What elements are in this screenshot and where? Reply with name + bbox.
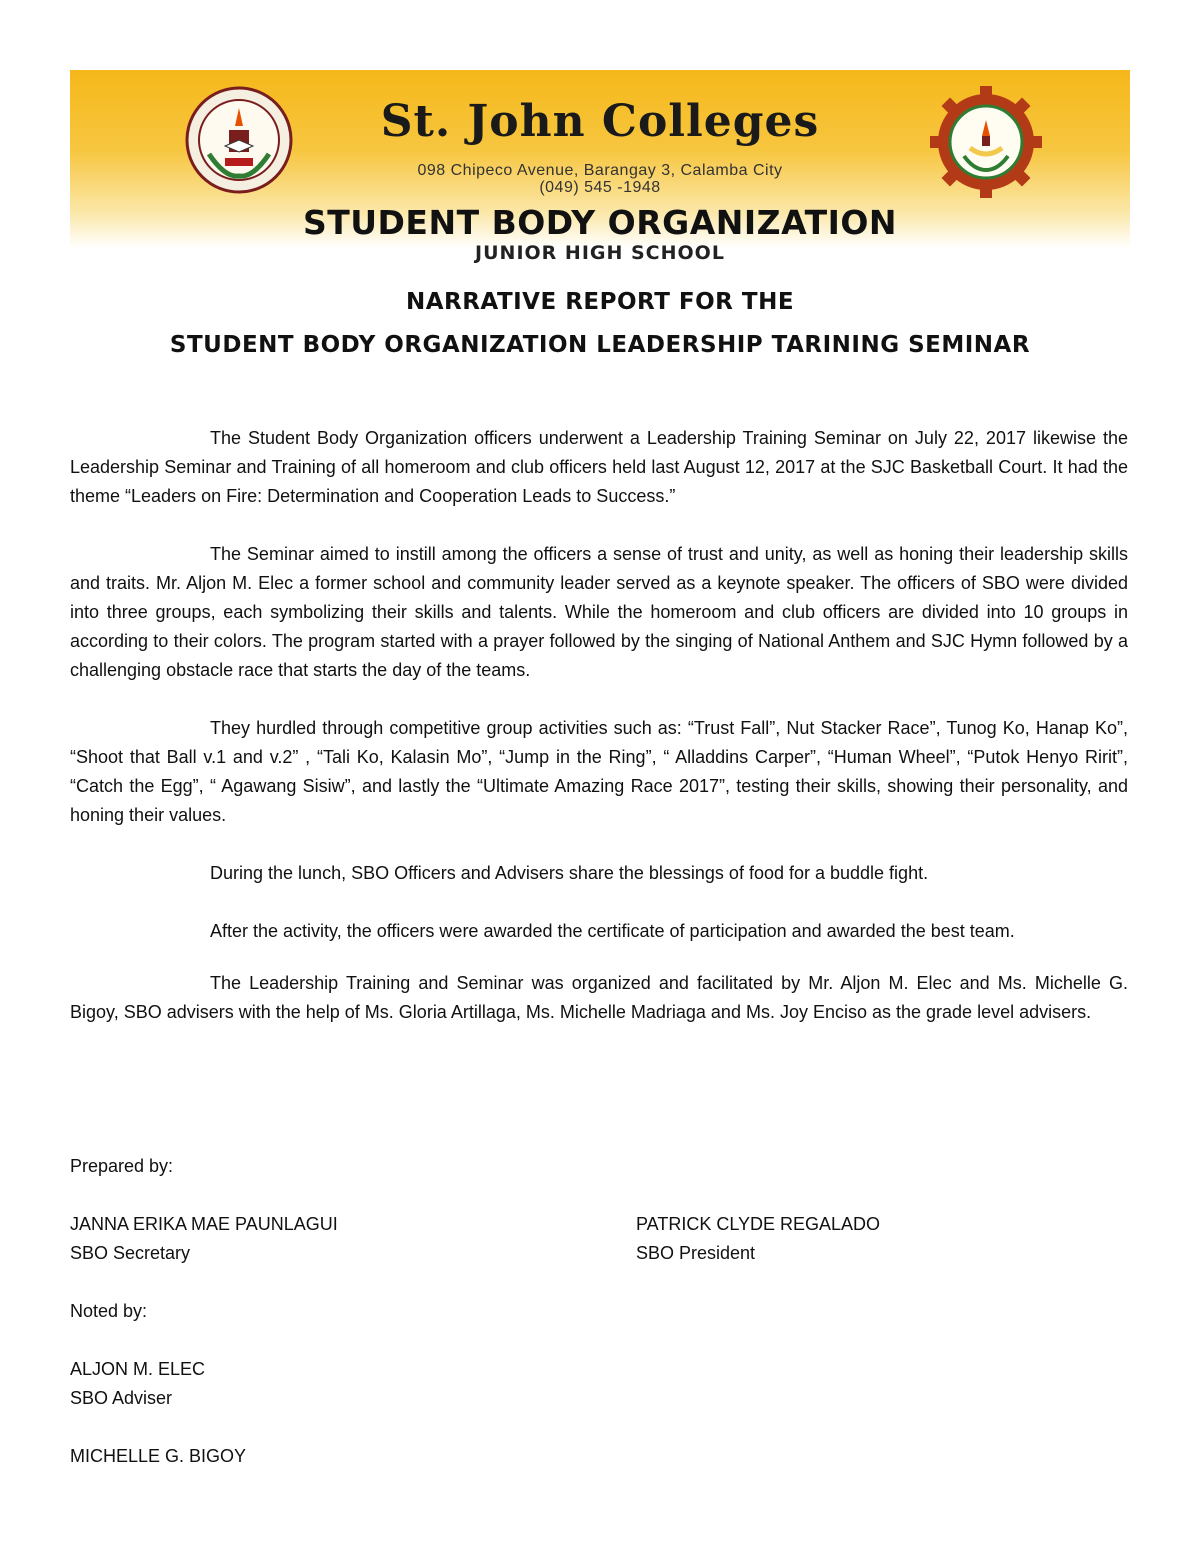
paragraph: The Leadership Training and Seminar was organized and facilitated by Mr. Aljon M. Elec and Ms. Michelle G. Bigoy, SBO advisers with the help of Ms. Gloria Artillaga, Ms. Michelle Madriaga and Ms. Joy Enciso as the grade level advisers.	[70, 973, 1128, 1022]
department-name: JUNIOR HIGH SCHOOL	[475, 242, 725, 264]
adviser-name: ALJON M. ELEC	[70, 1359, 206, 1379]
paragraph: The Student Body Organization officers underwent a Leadership Training Seminar on July 22, 2017 likewise the Leadership Seminar and Training of all homeroom and club officers held last August 12, 2017 at the SJC Basketball Court. It had the theme “Leaders on Fire: Determination and Cooperation Leads to Success.”	[70, 428, 1128, 506]
report-title-line1: NARRATIVE REPORT FOR THE	[405, 289, 795, 315]
noted-by-label: Noted by:	[70, 1301, 148, 1321]
paragraph: During the lunch, SBO Officers and Advisers share the blessings of food for a buddle fight.	[210, 863, 929, 883]
adviser2-name: MICHELLE G. BIGOY	[70, 1446, 247, 1466]
paragraph: The Seminar aimed to instill among the officers a sense of trust and unity, as well as honing their leadership skills and traits. Mr. Aljon M. Elec a former school and community leader served as a keynote speaker. The officers of SBO were divided into three groups, each symbolizing their skills and talents. While the homeroom and club officers are divided into 10 groups in according to their colors. The program started with a prayer followed by the singing of National Anthem and SJC Hymn followed by a challenging obstacle race that starts the day of the teams.	[70, 544, 1128, 680]
paragraph: They hurdled through competitive group activities such as: “Trust Fall”, Nut Stacker Race”, Tunog Ko, Hanap Ko”, “Shoot that Ball v.1 and v.2” , “Tali Ko, Kalasin Mo”, “Jump in the Ring”, “ Alladdins Carper”, “Human Wheel”, “Putok Henyo Ririt”, “Catch the Egg”, “ Agawang Sisiw”, and lastly the “Ultimate Amazing Race 2017”, testing their skills, showing their personality, and honing their values.	[70, 718, 1128, 825]
report-title-line2: STUDENT BODY ORGANIZATION LEADERSHIP TARINING SEMINAR	[169, 332, 1031, 358]
secretary-block	[70, 1210, 338, 1268]
student-body-organization-gear-seal-icon	[930, 86, 1042, 198]
adviser-title: SBO Adviser	[70, 1388, 173, 1408]
secretary-name: JANNA ERIKA MAE PAUNLAGUI	[70, 1214, 338, 1234]
college-name: St. John Colleges	[380, 96, 820, 147]
paragraph: After the activity, the officers were awarded the certificate of participation and awarded the best team.	[210, 921, 1015, 941]
organization-name: STUDENT BODY ORGANIZATION	[302, 203, 898, 242]
adviser-block	[70, 1355, 205, 1413]
president-block	[636, 1210, 880, 1268]
president-name: PATRICK CLYDE REGALADO	[636, 1214, 881, 1234]
prepared-by-label: Prepared by:	[70, 1156, 174, 1176]
college-address: 098 Chipeco Avenue, Barangay 3, Calamba City	[417, 162, 783, 179]
report-body	[70, 424, 1128, 1056]
secretary-title: SBO Secretary	[70, 1243, 191, 1263]
college-phone: (049) 545 -1948	[539, 179, 661, 196]
president-title: SBO President	[636, 1243, 756, 1263]
st-john-colleges-seal-icon	[185, 86, 293, 194]
